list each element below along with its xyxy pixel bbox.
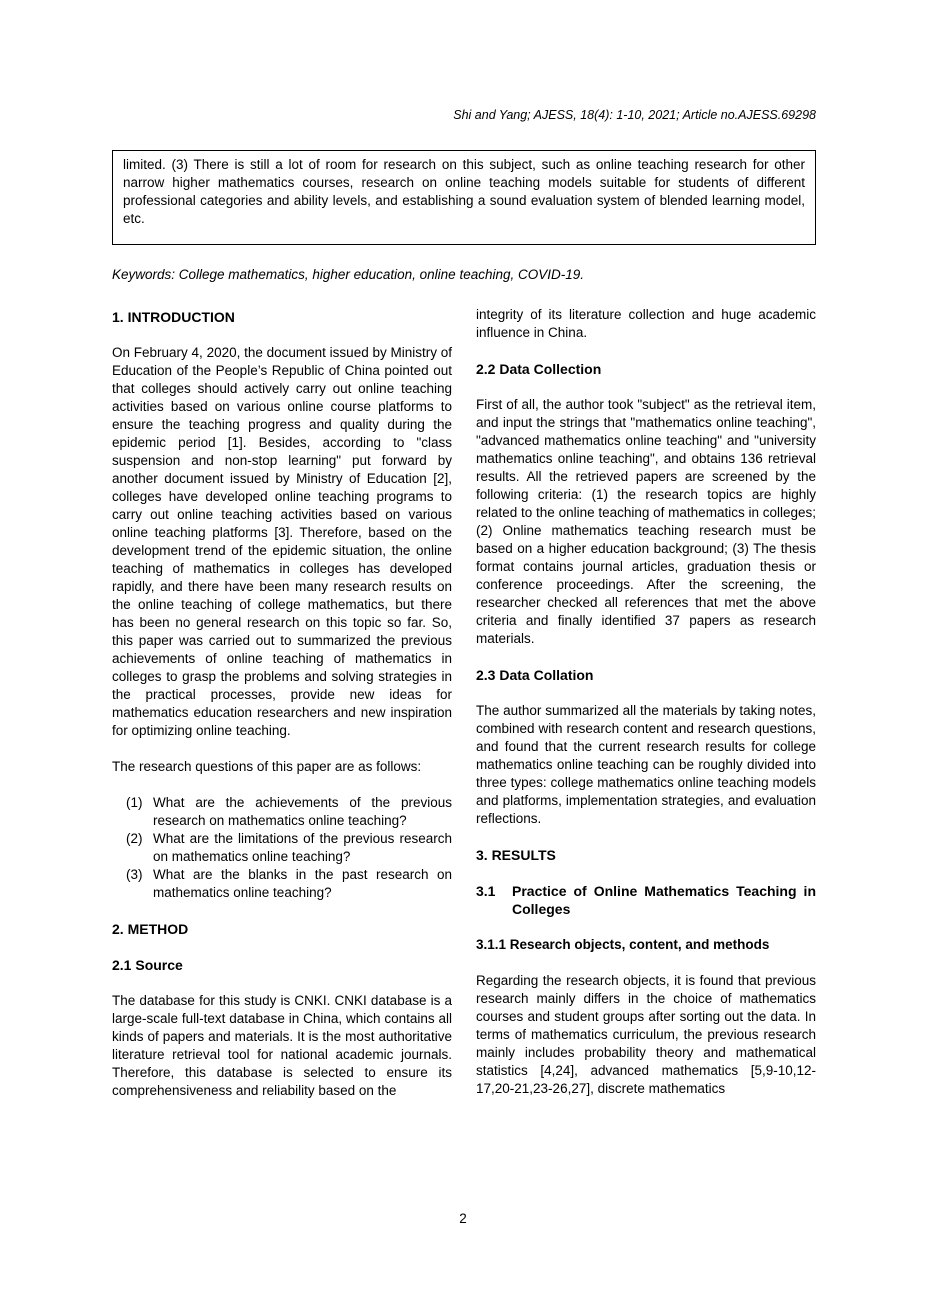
paragraph-research-questions-intro: The research questions of this paper are as follows: bbox=[112, 759, 422, 774]
list-item-text: What are the blanks in the past research on mathematics online teaching? bbox=[153, 867, 452, 900]
two-column-body bbox=[112, 306, 816, 1118]
subsubsection-heading-research-objects: 3.1.1 Research objects, content, and methods bbox=[476, 937, 770, 952]
subsection-heading-source: 2.1 Source bbox=[112, 957, 183, 973]
running-head: Shi and Yang; AJESS, 18(4): 1-10, 2021; Article no.AJESS.69298 bbox=[453, 108, 816, 122]
right-column bbox=[476, 306, 816, 1118]
heading-number: 3.1 bbox=[476, 883, 496, 899]
heading-text: Practice of Online Mathematics Teaching in Colleges bbox=[512, 883, 816, 917]
research-questions-list bbox=[112, 794, 452, 902]
list-item bbox=[126, 866, 452, 902]
paragraph-data-collation: The author summarized all the materials by taking notes, combined with research content and research questions, and found that the current research results for college mathematics online teaching can be roughly divided into three types: college mathematics online teaching models and platforms, implementation strategies, and evaluation reflections. bbox=[476, 703, 816, 826]
list-item-text: What are the limitations of the previous research on mathematics online teaching? bbox=[153, 831, 452, 864]
paragraph-source: The database for this study is CNKI. CNKI database is a large-scale full-text database in China, which contains all kinds of papers and materials. It is the most authoritative literature retrieval tool for national academic journals. Therefore, this database is selected to ensure its comprehensiveness and reliability based on the bbox=[112, 993, 452, 1098]
list-item-marker: (3) bbox=[126, 867, 143, 882]
list-item-text: What are the achievements of the previous research on mathematics online teaching? bbox=[153, 795, 452, 828]
abstract-continuation-text: limited. (3) There is still a lot of room for research on this subject, such as online teaching research for other narrow higher mathematics courses, research on online teaching models suitable for students of different professional categories and ability levels, and establishing a sound evaluation system of blended learning model, etc. bbox=[123, 157, 805, 226]
paragraph-research-objects: Regarding the research objects, it is found that previous research mainly differs in the choice of mathematics courses and student groups after sorting out the data. In terms of mathematics curriculum, the previous research mainly includes probability theory and mathematical statistics [4,24], advanced mathematics [5,9-10,12-17,20-21,23-26,27], discrete mathematics bbox=[476, 973, 816, 1096]
list-item bbox=[126, 830, 452, 866]
page-number: 2 bbox=[459, 1211, 467, 1226]
keywords-line: Keywords: College mathematics, higher education, online teaching, COVID-19. bbox=[112, 267, 584, 282]
abstract-box bbox=[112, 150, 816, 245]
list-item-marker: (1) bbox=[126, 795, 143, 810]
section-heading-method: 2. METHOD bbox=[112, 921, 189, 937]
list-item-marker: (2) bbox=[126, 831, 143, 846]
subsection-heading-data-collation: 2.3 Data Collation bbox=[476, 667, 594, 683]
section-heading-introduction: 1. INTRODUCTION bbox=[112, 309, 235, 325]
paragraph-introduction: On February 4, 2020, the document issued by Ministry of Education of the People’s Republic of China pointed out that colleges should actively carry out online teaching activities based on various online course platforms to ensure the teaching progress and quality during the epidemic period [1]. Besides, according to "class suspension and non-stop learning" put forward by another document issued by Ministry of Education [2], colleges have developed online teaching programs to carry out online teaching activities based on various online teaching platforms [3]. Therefore, based on the development trend of the epidemic situation, the online teaching of mathematics in colleges has developed rapidly, and there have been many research results on the online teaching of college mathematics, but there has been no general research on this topic so far. So, this paper was carried out to summarized the previous achievements of online teaching of mathematics in colleges to grasp the problems and solving strategies in the practical processes, provide new ideas for mathematics education researchers and new inspiration for optimizing online teaching. bbox=[112, 345, 452, 738]
list-item bbox=[126, 794, 452, 830]
left-column bbox=[112, 306, 452, 1118]
subsection-heading-data-collection: 2.2 Data Collection bbox=[476, 361, 602, 377]
section-heading-results: 3. RESULTS bbox=[476, 847, 556, 863]
paragraph-data-collection: First of all, the author took "subject" as the retrieval item, and input the strings that "mathematics online teaching", "advanced mathematics online teaching" and "university mathematics online teaching", and obtains 136 retrieval results. All the retrieved papers are screened by the following criteria: (1) the research topics are highly related to the online teaching of mathematics in colleges; (2) Online mathematics teaching research must be based on a higher education background; (3) The thesis format contains journal articles, graduation thesis or conference proceedings. After the screening, the researcher checked all references that met the above criteria and finally identified 37 papers as research materials. bbox=[476, 397, 816, 646]
paragraph-integrity-continuation: integrity of its literature collection and huge academic influence in China. bbox=[476, 307, 816, 340]
subsection-heading-practice bbox=[476, 882, 816, 918]
